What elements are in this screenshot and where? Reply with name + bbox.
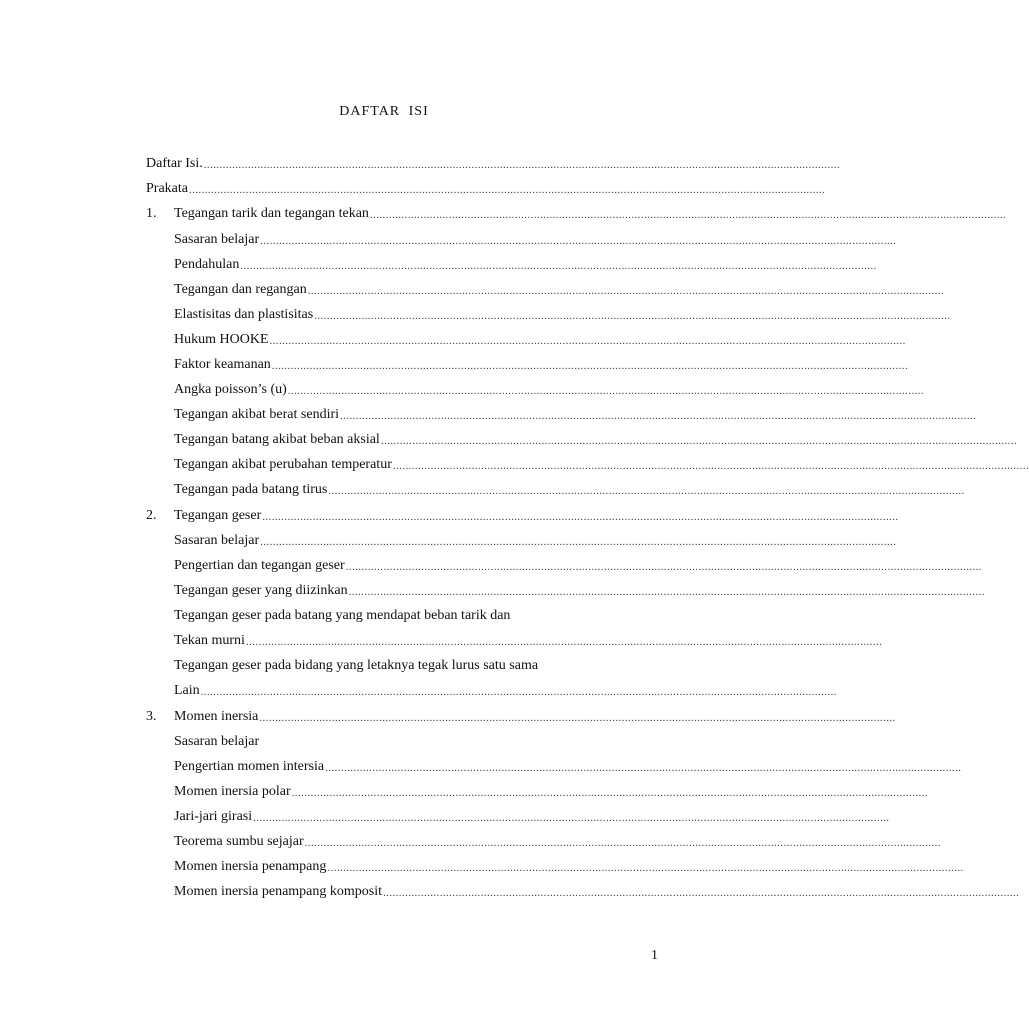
toc-entry-label: Angka poisson’s (u) — [174, 382, 287, 397]
dot-leader: .......................................................................................................................................................................................................... — [340, 410, 977, 422]
toc-entry-label: Elastisitas dan plastisitas — [174, 307, 314, 322]
toc-entry-number: 3. — [146, 709, 157, 724]
dot-leader: .......................................................................................................................................................................................................... — [348, 586, 985, 598]
toc-entry-label: Tegangan geser — [174, 508, 262, 523]
toc-entry-label: Tegangan akibat perubahan temperatur — [174, 457, 392, 472]
toc-entry-label: Sasaran belajar — [174, 232, 260, 247]
toc-entry-label: Tekan murni — [174, 633, 245, 648]
toc-entry — [146, 504, 899, 524]
dot-leader: .......................................................................................................................................................................................................... — [291, 787, 928, 799]
toc-entry-label: Momen inersia — [174, 709, 259, 724]
dot-leader: .......................................................................................................................................................................................................... — [200, 686, 837, 698]
toc-entry-label: Sasaran belajar — [174, 533, 260, 548]
toc-entry-number: 2. — [146, 508, 157, 523]
toc-entry-number: 1. — [146, 206, 157, 221]
toc-entry — [146, 679, 837, 699]
toc-entry — [146, 554, 982, 574]
toc-entry-label: Tegangan dan regangan — [174, 282, 307, 297]
toc-entry — [146, 453, 1029, 473]
toc-entry-label: Tegangan geser yang diizinkan — [174, 583, 348, 598]
dot-leader: .......................................................................................................................................................................................................... — [392, 460, 1029, 472]
toc-entry-label: Pengertian dan tegangan geser — [174, 558, 345, 573]
dot-leader: .......................................................................................................................................................................................................... — [203, 159, 841, 171]
page-title: DAFTAR ISI — [339, 104, 429, 119]
toc-entry — [146, 805, 890, 825]
toc-entry-label: Momen inersia polar — [174, 784, 291, 799]
toc-entry — [146, 529, 897, 549]
dot-leader: .......................................................................................................................................................................................................... — [188, 184, 826, 196]
toc-entry-label: Hukum HOOKE — [174, 332, 269, 347]
dot-leader: .......................................................................................................................................................................................................... — [314, 310, 951, 322]
toc-entry — [146, 629, 883, 649]
dot-leader: .......................................................................................................................................................................................................... — [271, 360, 909, 372]
toc-entry — [146, 428, 1018, 448]
dot-leader: .......................................................................................................................................................................................................... — [345, 561, 982, 573]
toc-entry — [146, 303, 951, 323]
toc-entry-label: Momen inersia penampang — [174, 859, 327, 874]
dot-leader: .......................................................................................................................................................................................................... — [328, 485, 965, 497]
toc-entry-label: Tegangan akibat berat sendiri — [174, 407, 340, 422]
dot-leader: .......................................................................................................................................................................................................... — [260, 536, 897, 548]
toc-entry — [146, 353, 909, 373]
toc-entry — [146, 478, 965, 498]
toc-entry — [146, 403, 977, 423]
dot-leader: .......................................................................................................................................................................................................... — [380, 435, 1018, 447]
toc-entry-label: Pendahulan — [174, 257, 240, 272]
toc-entry — [146, 278, 945, 298]
dot-leader: .......................................................................................................................................................................................................... — [269, 335, 906, 347]
toc-entry — [146, 177, 826, 197]
toc-entry — [146, 780, 928, 800]
toc-entry — [146, 730, 604, 750]
dot-leader: .......................................................................................................................................................................................................... — [245, 636, 883, 648]
toc-entry — [146, 228, 897, 248]
toc-entry — [146, 705, 896, 725]
toc-entry-label: Prakata — [146, 181, 188, 196]
toc-entry — [146, 855, 964, 875]
toc-entry-label: Jari-jari girasi — [174, 809, 253, 824]
toc-entry-label: Sasaran belajar — [174, 734, 260, 749]
toc-entry — [146, 830, 941, 850]
toc-entry-label: Tegangan geser pada bidang yang letaknya tegak lurus satu sama — [174, 658, 539, 673]
toc-entry-label: Faktor keamanan — [174, 357, 271, 372]
toc-entry-label: Daftar Isi. — [146, 156, 203, 171]
dot-leader: .......................................................................................................................................................................................................... — [253, 812, 890, 824]
toc-entry — [146, 604, 604, 624]
dot-leader: .......................................................................................................................................................................................................... — [287, 385, 925, 397]
toc-entry-label: Pengertian momen intersia — [174, 759, 325, 774]
toc-entry — [146, 579, 985, 599]
toc-entry — [146, 378, 925, 398]
toc-entry-label: Tegangan batang akibat beban aksial — [174, 432, 380, 447]
dot-leader: .......................................................................................................................................................................................................... — [307, 285, 945, 297]
dot-leader: .......................................................................................................................................................................................................... — [325, 762, 962, 774]
dot-leader: .......................................................................................................................................................................................................... — [259, 712, 896, 724]
toc-entry — [146, 328, 906, 348]
toc-entry — [146, 253, 877, 273]
toc-entry — [146, 755, 962, 775]
toc-entry-label: Lain — [174, 683, 200, 698]
page-number: 1 — [651, 948, 658, 963]
toc-entry — [146, 880, 1020, 900]
dot-leader: .......................................................................................................................................................................................................... — [327, 862, 964, 874]
toc-entry — [146, 202, 1007, 222]
toc-entry-label: Tegangan geser pada batang yang mendapat beban tarik dan — [174, 608, 511, 623]
dot-leader: .......................................................................................................................................................................................................... — [369, 209, 1007, 221]
dot-leader: .......................................................................................................................................................................................................... — [383, 887, 1020, 899]
toc-entry-label: Tegangan tarik dan tegangan tekan — [174, 206, 369, 221]
toc-entry-label: Teorema sumbu sejajar — [174, 834, 304, 849]
toc-entry-label: Tegangan pada batang tirus — [174, 482, 328, 497]
dot-leader: .......................................................................................................................................................................................................... — [260, 235, 897, 247]
toc-entry — [146, 654, 604, 674]
toc-entry — [146, 152, 841, 172]
dot-leader: .......................................................................................................................................................................................................... — [304, 837, 941, 849]
dot-leader: .......................................................................................................................................................................................................... — [262, 511, 899, 523]
dot-leader: .......................................................................................................................................................................................................... — [240, 260, 877, 272]
toc-entry-label: Momen inersia penampang komposit — [174, 884, 383, 899]
